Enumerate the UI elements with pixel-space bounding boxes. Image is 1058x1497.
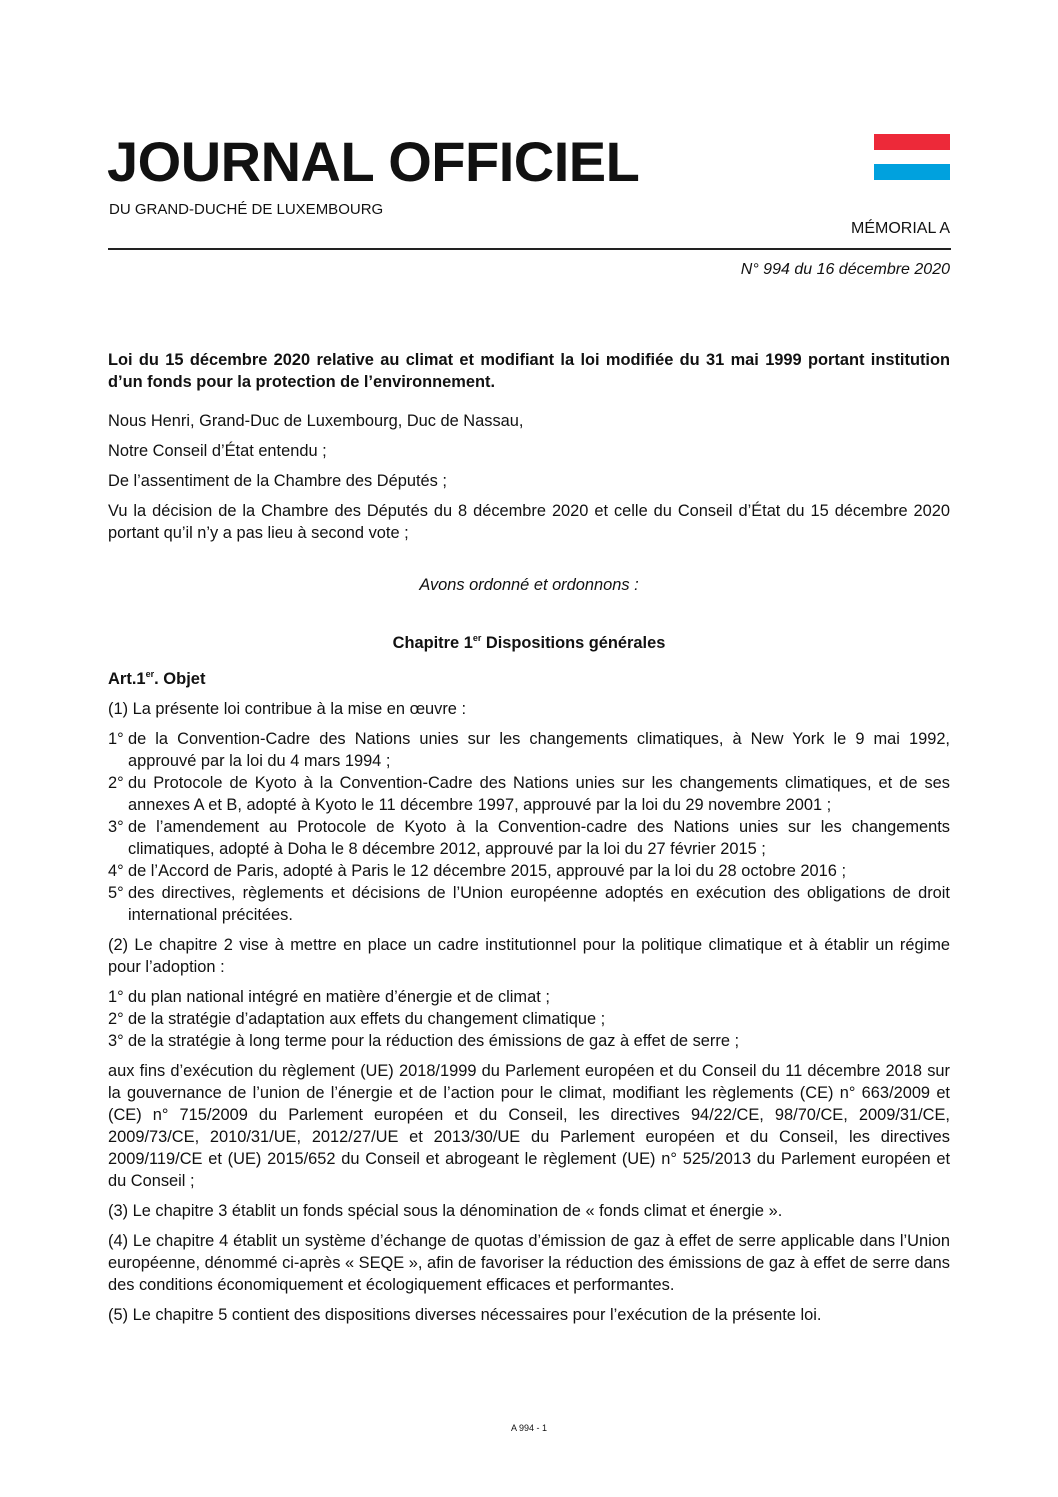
page-number: A 994 - 1 bbox=[510, 1423, 548, 1433]
flag-red-stripe bbox=[874, 134, 950, 150]
journal-title: JOURNAL OFFICIEL bbox=[107, 130, 640, 193]
list-number: 1° bbox=[108, 730, 124, 748]
luxembourg-flag-icon bbox=[874, 134, 950, 181]
list-item bbox=[108, 728, 950, 772]
list-item bbox=[108, 816, 950, 860]
list-number: 3° bbox=[108, 1032, 124, 1050]
article-body bbox=[108, 698, 950, 1334]
list-number: 2° bbox=[108, 774, 124, 792]
list-number: 3° bbox=[108, 818, 124, 836]
list-text: des directives, règlements et décisions de l’Union européenne adoptés en exécution des obligations de droit international précitées. bbox=[128, 884, 950, 924]
list-number: 2° bbox=[108, 1010, 124, 1028]
flag-blue-stripe bbox=[874, 164, 950, 180]
article-sup: er bbox=[145, 669, 155, 679]
chapter-heading bbox=[108, 632, 950, 654]
paragraph-2: (2) Le chapitre 2 vise à mettre en place un cadre institutionnel pour la politique climatique et à établir un régime pour l’adoption : bbox=[108, 936, 950, 976]
list-item bbox=[108, 860, 950, 882]
list-text: de la stratégie d’adaptation aux effets du changement climatique ; bbox=[128, 1010, 606, 1028]
list-item bbox=[108, 1008, 950, 1030]
paragraph-1: (1) La présente loi contribue à la mise en œuvre : bbox=[108, 700, 467, 718]
list-item bbox=[108, 986, 950, 1008]
chapter-title: Dispositions générales bbox=[481, 634, 666, 652]
chapter-sup: er bbox=[472, 633, 482, 643]
list-text: de la Convention-Cadre des Nations unies sur les changements climatiques, à New York le 9 mai 1992, approuvé par la loi du 4 mars 1994 ; bbox=[128, 730, 950, 770]
list-text: de l’Accord de Paris, adopté à Paris le 12 décembre 2015, approuvé par la loi du 28 octobre 2016 ; bbox=[128, 862, 847, 880]
preamble-line: Nous Henri, Grand-Duc de Luxembourg, Duc de Nassau, bbox=[108, 412, 524, 430]
paragraph-5: (5) Le chapitre 5 contient des dispositions diverses nécessaires pour l’exécution de la présente loi. bbox=[108, 1306, 822, 1324]
list-item bbox=[108, 1030, 950, 1052]
list-item bbox=[108, 882, 950, 926]
preamble-line: De l’assentiment de la Chambre des Députés ; bbox=[108, 472, 447, 490]
preamble bbox=[108, 410, 950, 552]
paragraph-2-continued: aux fins d’exécution du règlement (UE) 2018/1999 du Parlement européen et du Conseil du 11 décembre 2018 sur la gouvernance de l’union de l’énergie et de l’action pour le climat, modifiant les règlements (CE) n° 663/2009 et (CE) n° 715/2009 du Parlement européen et du Conseil, les directives 94/22/CE, 98/70/CE, 2009/31/CE, 2009/73/CE, 2010/31/UE, 2012/27/UE et 2013/30/UE du Parlement européen et du Conseil, les directives 2009/119/CE et (UE) 2015/652 du Conseil et abrogeant le règlement (UE) n° 525/2013 du Parlement européen et du Conseil ; bbox=[108, 1062, 950, 1190]
list-text: du plan national intégré en matière d’énergie et de climat ; bbox=[128, 988, 550, 1006]
list-item bbox=[108, 772, 950, 816]
journal-subtitle: DU GRAND-DUCHÉ DE LUXEMBOURG bbox=[109, 201, 384, 218]
preamble-line: Notre Conseil d’État entendu ; bbox=[108, 442, 327, 460]
article-heading bbox=[108, 668, 950, 690]
header-divider bbox=[108, 248, 951, 250]
memorial-label: MÉMORIAL A bbox=[851, 220, 950, 237]
list-2 bbox=[108, 986, 950, 1052]
law-title: Loi du 15 décembre 2020 relative au climat et modifiant la loi modifiée du 31 mai 1999 portant institution d’un fonds pour la protection de l’environnement. bbox=[108, 351, 950, 391]
list-text: de l’amendement au Protocole de Kyoto à la Convention-cadre des Nations unies sur les changements climatiques, adopté à Doha le 8 décembre 2012, approuvé par la loi du 27 février 2015 ; bbox=[128, 818, 950, 858]
paragraph-3: (3) Le chapitre 3 établit un fonds spécial sous la dénomination de « fonds climat et énergie ». bbox=[108, 1202, 783, 1220]
list-1 bbox=[108, 728, 950, 926]
article-title: . Objet bbox=[154, 670, 206, 688]
preamble-line: Vu la décision de la Chambre des Députés du 8 décembre 2020 et celle du Conseil d’État du 15 décembre 2020 portant qu’il n’y a pas lieu à second vote ; bbox=[108, 502, 950, 542]
list-number: 5° bbox=[108, 884, 124, 902]
enacting-clause: Avons ordonné et ordonnons : bbox=[419, 576, 639, 594]
list-number: 4° bbox=[108, 862, 124, 880]
list-number: 1° bbox=[108, 988, 124, 1006]
issue-number: N° 994 du 16 décembre 2020 bbox=[740, 261, 950, 278]
article-prefix: Art.1 bbox=[108, 670, 146, 688]
list-text: de la stratégie à long terme pour la réduction des émissions de gaz à effet de serre ; bbox=[128, 1032, 740, 1050]
paragraph-4: (4) Le chapitre 4 établit un système d’échange de quotas d’émission de gaz à effet de serre applicable dans l’Union européenne, dénommé ci-après « SEQE », afin de favoriser la réduction des émissions de gaz à effet de serre dans des conditions économiquement et écologiquement efficaces et performantes. bbox=[108, 1232, 950, 1294]
chapter-prefix: Chapitre 1 bbox=[392, 634, 473, 652]
list-text: du Protocole de Kyoto à la Convention-Cadre des Nations unies sur les changements climatiques, et de ses annexes A et B, adopté à Kyoto le 11 décembre 1997, approuvé par la loi du 29 novembre 2001 ; bbox=[128, 774, 950, 814]
